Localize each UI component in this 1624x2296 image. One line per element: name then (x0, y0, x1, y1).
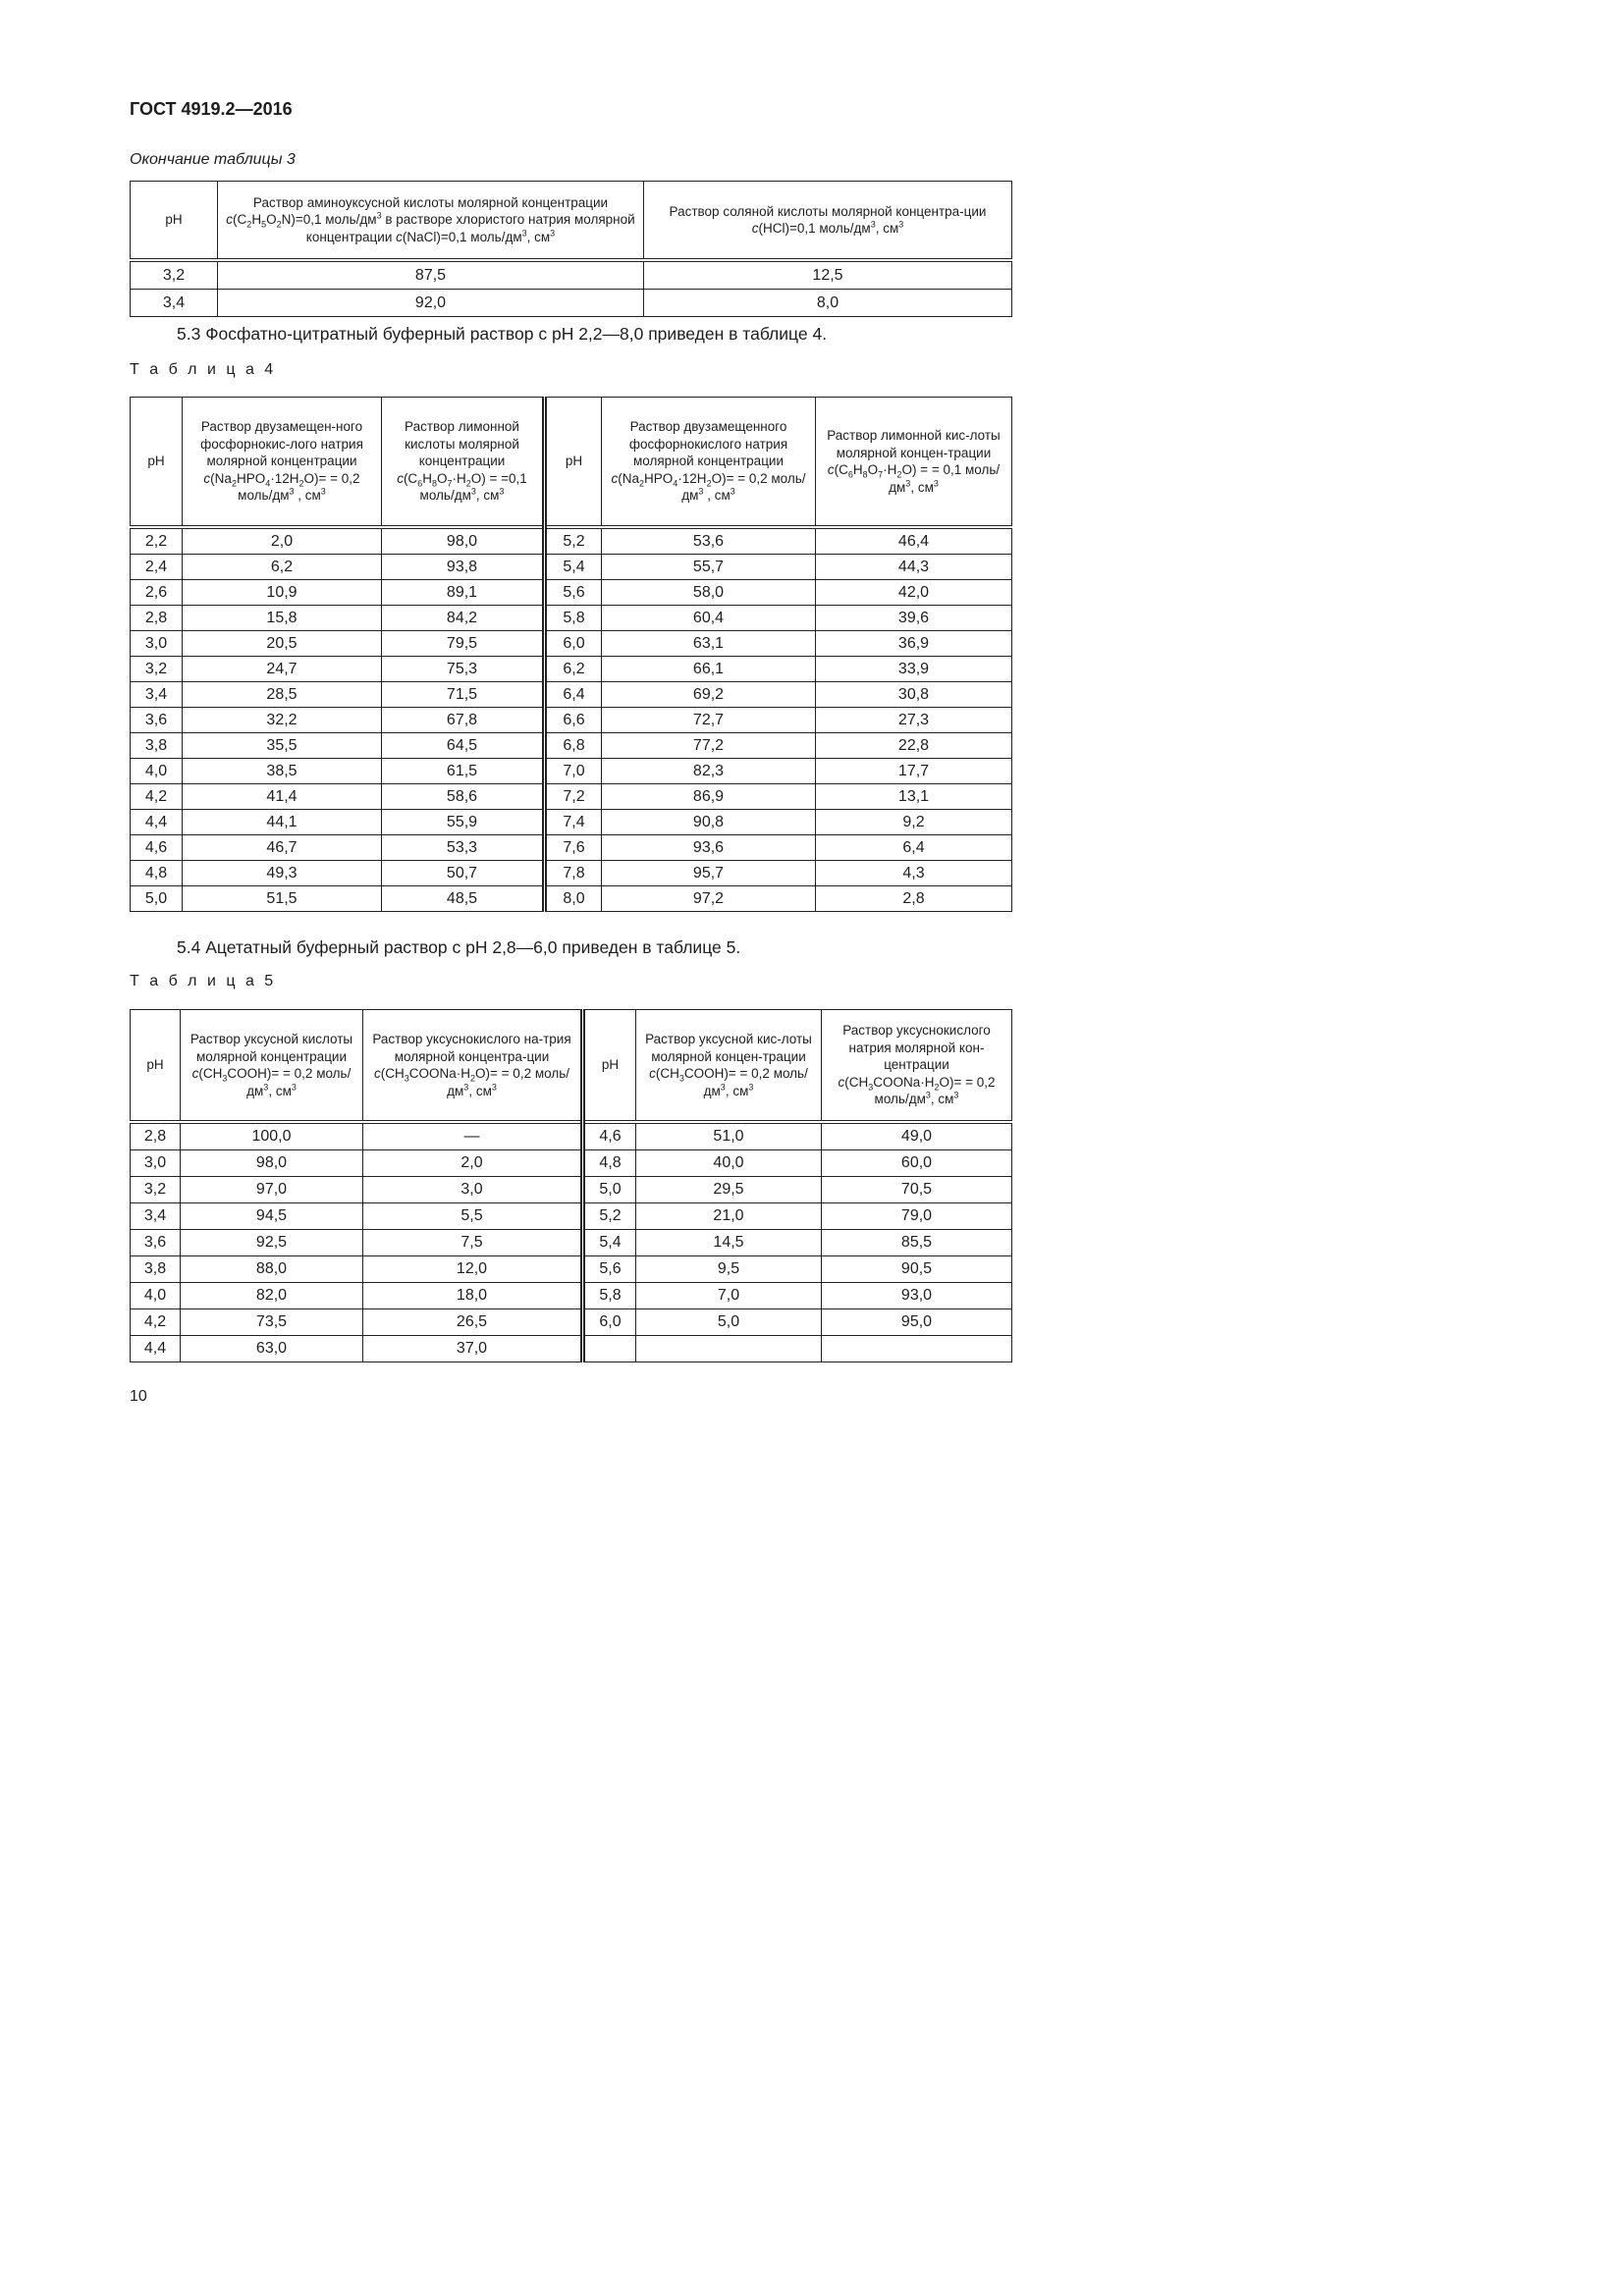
document-title: ГОСТ 4919.2—2016 (130, 99, 293, 119)
table-cell: 5,0 (583, 1177, 636, 1203)
table-cell: 38,5 (183, 759, 382, 784)
table-cell: 3,2 (131, 657, 183, 682)
table-cell: 79,0 (822, 1203, 1012, 1230)
table-cell: 3,8 (131, 1256, 181, 1283)
table-cell: 93,8 (382, 555, 545, 580)
table-cell: 24,7 (183, 657, 382, 682)
table-cell: 60,0 (822, 1150, 1012, 1177)
table-cell: 4,0 (131, 1283, 181, 1309)
table4-header-na2hpo4-left: Раствор двузамещен-ного фосфорнокис-лого натрия молярной концентрации $c(Na_2HPO_4\cdot 12H_2O)= = 0,2$ моль/$дм^3$ , $см^3$ (183, 398, 382, 528)
table-cell: 3,2 (131, 1177, 181, 1203)
table-cell: 7,8 (545, 861, 602, 886)
table-cell: 46,4 (816, 527, 1012, 555)
table-cell: 50,7 (382, 861, 545, 886)
table-cell: 3,6 (131, 1230, 181, 1256)
table-cell: 51,0 (636, 1122, 822, 1150)
table3-header-row (131, 182, 1012, 261)
table-cell: 98,0 (181, 1150, 363, 1177)
table-cell: 35,5 (183, 733, 382, 759)
table-cell: 86,9 (602, 784, 816, 810)
table-cell: 32,2 (183, 708, 382, 733)
table-cell: 3,0 (131, 631, 183, 657)
table-cell: 30,8 (816, 682, 1012, 708)
table-row (131, 580, 1012, 606)
table-cell: 5,0 (636, 1309, 822, 1336)
table-cell: 63,0 (181, 1336, 363, 1362)
table-cell: 5,6 (583, 1256, 636, 1283)
table-cell: 12,0 (363, 1256, 583, 1283)
table-cell: 72,7 (602, 708, 816, 733)
table-cell: 4,8 (131, 861, 183, 886)
table-cell: 5,2 (545, 527, 602, 555)
table-row (131, 835, 1012, 861)
table-cell: 39,6 (816, 606, 1012, 631)
table-cell: 27,3 (816, 708, 1012, 733)
table-cell: 5,0 (131, 886, 183, 912)
table-cell: 33,9 (816, 657, 1012, 682)
table-cell: 2,6 (131, 580, 183, 606)
table-cell: 66,1 (602, 657, 816, 682)
table-row (131, 1177, 1012, 1203)
table3-header-aminoacetic: Раствор аминоуксусной кислоты молярной концентрации $c(C_2H_5O_2N)=0,1$ моль/$дм^3$ в растворе хлористого натрия молярной концентрации c(NaCl)=0,1 моль/$дм^3$, $см^3$ (218, 182, 644, 261)
table5-header-acetic-right: Раствор уксусной кис-лоты молярной концен-трации $c(CH_3COOH)= = 0,2$ моль/$дм^3$, $см^3$ (636, 1010, 822, 1123)
table-cell: 6,6 (545, 708, 602, 733)
table-cell: 5,4 (545, 555, 602, 580)
table-cell: 92,5 (181, 1230, 363, 1256)
table4-header-row (131, 398, 1012, 528)
table-cell: — (363, 1122, 583, 1150)
table-cell: 7,2 (545, 784, 602, 810)
table4 (130, 397, 1012, 912)
table5-header-acetic-left: Раствор уксусной кислоты молярной концентрации $c(CH_3COOH)= = 0,2$ моль/$дм^3$, $см^3$ (181, 1010, 363, 1123)
table-row (131, 555, 1012, 580)
table-cell: 3,0 (131, 1150, 181, 1177)
table-cell: 5,8 (545, 606, 602, 631)
table-cell: 84,2 (382, 606, 545, 631)
table3-header-ph: pH (131, 182, 218, 261)
paragraph-5-3: 5.3 Фосфатно-цитратный буферный раствор с pH 2,2—8,0 приведен в таблице 4. (177, 324, 828, 344)
table3 (130, 181, 1012, 317)
table-row (131, 861, 1012, 886)
table-cell: 5,2 (583, 1203, 636, 1230)
table-cell: 6,4 (545, 682, 602, 708)
table-cell: 2,8 (131, 606, 183, 631)
table-cell: 3,8 (131, 733, 183, 759)
table5 (130, 1009, 1012, 1362)
table-cell: 2,0 (183, 527, 382, 555)
table-cell: 100,0 (181, 1122, 363, 1150)
table-cell: 73,5 (181, 1309, 363, 1336)
table-cell: 82,3 (602, 759, 816, 784)
table-cell: 4,6 (583, 1122, 636, 1150)
table-cell: 69,2 (602, 682, 816, 708)
table-cell: 6,0 (545, 631, 602, 657)
table5-caption: Т а б л и ц а 5 (130, 973, 277, 989)
table-cell: 15,8 (183, 606, 382, 631)
table-cell: 89,1 (382, 580, 545, 606)
table-cell: 61,5 (382, 759, 545, 784)
table-cell: 97,2 (602, 886, 816, 912)
table-cell: 6,2 (545, 657, 602, 682)
page-number: 10 (130, 1388, 147, 1405)
table-cell: 10,9 (183, 580, 382, 606)
table4-header-na2hpo4-right: Раствор двузамещенного фосфорнокислого натрия молярной концентрации $c(Na_2HPO_4\cdot 12H_2O)= = 0,2$ моль/$дм^3$ , $см^3$ (602, 398, 816, 528)
table-cell: 53,6 (602, 527, 816, 555)
table-cell: 14,5 (636, 1230, 822, 1256)
table-cell: 28,5 (183, 682, 382, 708)
table-row (131, 1122, 1012, 1150)
table-cell: 9,5 (636, 1256, 822, 1283)
table5-header-ph-right: pH (583, 1010, 636, 1123)
table-cell: 2,8 (131, 1122, 181, 1150)
table-cell: 97,0 (181, 1177, 363, 1203)
table-cell: 3,4 (131, 290, 218, 317)
table-cell: 98,0 (382, 527, 545, 555)
table-cell: 2,0 (363, 1150, 583, 1177)
table-cell: 82,0 (181, 1283, 363, 1309)
table-row (131, 759, 1012, 784)
table-cell: 6,8 (545, 733, 602, 759)
table-cell: 40,0 (636, 1150, 822, 1177)
table-row (131, 784, 1012, 810)
table-cell: 20,5 (183, 631, 382, 657)
table-cell: 36,9 (816, 631, 1012, 657)
table-cell: 2,4 (131, 555, 183, 580)
table-row (131, 606, 1012, 631)
table-row (131, 708, 1012, 733)
table-cell: 6,2 (183, 555, 382, 580)
table3-caption: Окончание таблицы 3 (130, 151, 296, 168)
table-cell: 42,0 (816, 580, 1012, 606)
table-cell: 71,5 (382, 682, 545, 708)
table-row (131, 1336, 1012, 1362)
table-cell: 3,4 (131, 682, 183, 708)
table-row (131, 657, 1012, 682)
table-cell: 58,6 (382, 784, 545, 810)
table4-header-ph-left: pH (131, 398, 183, 528)
table-cell: 93,0 (822, 1283, 1012, 1309)
table-row (131, 1283, 1012, 1309)
table-cell: 22,8 (816, 733, 1012, 759)
table-cell: 7,0 (636, 1283, 822, 1309)
table-cell: 7,0 (545, 759, 602, 784)
table-cell: 12,5 (644, 260, 1012, 290)
table-cell: 95,0 (822, 1309, 1012, 1336)
table5-header-ph-left: pH (131, 1010, 181, 1123)
table-cell: 88,0 (181, 1256, 363, 1283)
table-cell: 4,0 (131, 759, 183, 784)
table-cell: 8,0 (545, 886, 602, 912)
table-row (131, 260, 1012, 290)
table-cell: 6,0 (583, 1309, 636, 1336)
table-cell: 7,4 (545, 810, 602, 835)
paragraph-5-4: 5.4 Ацетатный буферный раствор с pH 2,8—6,0 приведен в таблице 5. (177, 937, 741, 957)
table-cell: 4,8 (583, 1150, 636, 1177)
table4-caption: Т а б л и ц а 4 (130, 361, 277, 378)
table-row (131, 810, 1012, 835)
table-row (131, 1256, 1012, 1283)
table-cell: 49,0 (822, 1122, 1012, 1150)
table-cell: 48,5 (382, 886, 545, 912)
table-cell: 55,9 (382, 810, 545, 835)
table-row (131, 682, 1012, 708)
table-cell: 67,8 (382, 708, 545, 733)
table-cell: 8,0 (644, 290, 1012, 317)
table-cell: 77,2 (602, 733, 816, 759)
table-cell (636, 1336, 822, 1362)
table-cell: 3,0 (363, 1177, 583, 1203)
table-cell: 41,4 (183, 784, 382, 810)
table-cell: 44,3 (816, 555, 1012, 580)
table-cell: 4,4 (131, 810, 183, 835)
table3-header-hcl: Раствор соляной кислоты молярной концентра-ции c(HCl)=0,1 моль/$дм^3$, $см^3$ (644, 182, 1012, 261)
table-cell: 6,4 (816, 835, 1012, 861)
table-cell: 58,0 (602, 580, 816, 606)
table4-header-citric-right: Раствор лимонной кис-лоты молярной концен-трации $c(C_6H_8O_7\cdot H_2O)$ = = 0,1 моль/$дм^3$, $см^3$ (816, 398, 1012, 528)
table-cell: 17,7 (816, 759, 1012, 784)
table-row (131, 886, 1012, 912)
table-cell: 4,2 (131, 1309, 181, 1336)
table-cell: 7,6 (545, 835, 602, 861)
table-cell (822, 1336, 1012, 1362)
table-cell: 9,2 (816, 810, 1012, 835)
table-cell: 13,1 (816, 784, 1012, 810)
table-row (131, 290, 1012, 317)
table-cell: 4,3 (816, 861, 1012, 886)
table-cell: 18,0 (363, 1283, 583, 1309)
table-cell: 4,2 (131, 784, 183, 810)
table-cell: 4,6 (131, 835, 183, 861)
table-cell: 46,7 (183, 835, 382, 861)
table-cell: 55,7 (602, 555, 816, 580)
table-row (131, 1203, 1012, 1230)
table-cell: 26,5 (363, 1309, 583, 1336)
table-row (131, 1230, 1012, 1256)
table-cell: 95,7 (602, 861, 816, 886)
table-row (131, 1150, 1012, 1177)
table-cell: 75,3 (382, 657, 545, 682)
table-cell: 3,2 (131, 260, 218, 290)
table-cell: 5,6 (545, 580, 602, 606)
table-cell: 94,5 (181, 1203, 363, 1230)
table-cell: 4,4 (131, 1336, 181, 1362)
table-cell: 53,3 (382, 835, 545, 861)
table-cell: 90,8 (602, 810, 816, 835)
table-cell: 90,5 (822, 1256, 1012, 1283)
table-row (131, 527, 1012, 555)
table-cell: 44,1 (183, 810, 382, 835)
table-cell: 79,5 (382, 631, 545, 657)
table-cell: 60,4 (602, 606, 816, 631)
table-cell: 2,2 (131, 527, 183, 555)
table-cell: 29,5 (636, 1177, 822, 1203)
table5-header-acetate-left: Раствор уксуснокислого на-трия молярной концентра-ции $c(CH_3COONa\cdot H_2O)= = 0,2$ моль/$дм^3$, $см^3$ (363, 1010, 583, 1123)
table-cell: 3,4 (131, 1203, 181, 1230)
table-cell: 64,5 (382, 733, 545, 759)
table-cell: 87,5 (218, 260, 644, 290)
table4-header-citric-left: Раствор лимонной кислоты молярной концентрации $c(C_6H_8O_7\cdot H_2O) = =0,1$ моль/$дм^3$, $см^3$ (382, 398, 545, 528)
table-cell: 85,5 (822, 1230, 1012, 1256)
table-cell: 93,6 (602, 835, 816, 861)
table-cell: 92,0 (218, 290, 644, 317)
table4-header-ph-right: pH (545, 398, 602, 528)
table-cell: 2,8 (816, 886, 1012, 912)
table-cell: 63,1 (602, 631, 816, 657)
table-cell: 5,4 (583, 1230, 636, 1256)
table-cell: 5,8 (583, 1283, 636, 1309)
table5-header-row (131, 1010, 1012, 1123)
table-row (131, 1309, 1012, 1336)
table5-header-acetate-right: Раствор уксуснокислого натрия молярной кон-центрации $c(CH_3COONa\cdot H_2O)= = 0,2$ моль/$дм^3$, $см^3$ (822, 1010, 1012, 1123)
table-cell: 7,5 (363, 1230, 583, 1256)
table-cell: 51,5 (183, 886, 382, 912)
table-cell: 49,3 (183, 861, 382, 886)
table-cell (583, 1336, 636, 1362)
table-row (131, 733, 1012, 759)
table-row (131, 631, 1012, 657)
table-cell: 21,0 (636, 1203, 822, 1230)
table-cell: 37,0 (363, 1336, 583, 1362)
table-cell: 5,5 (363, 1203, 583, 1230)
table-cell: 70,5 (822, 1177, 1012, 1203)
table-cell: 3,6 (131, 708, 183, 733)
